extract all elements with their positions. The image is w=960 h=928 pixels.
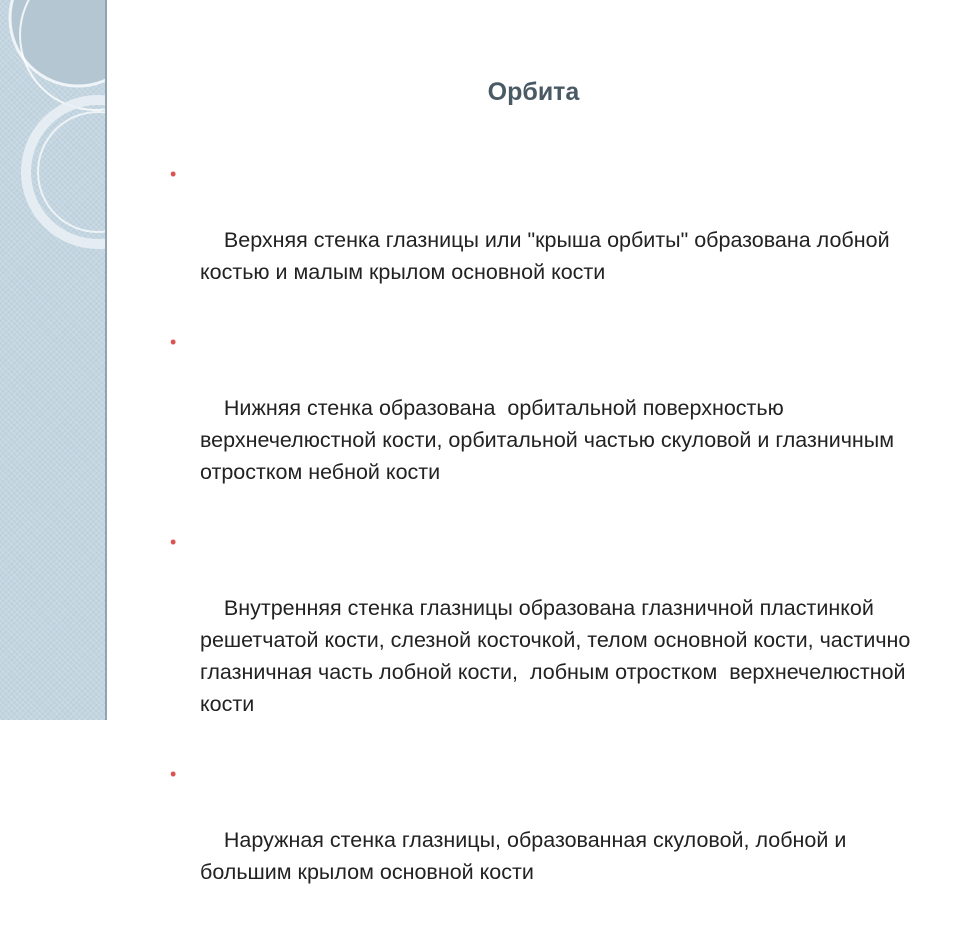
bullet-dot-icon: • [170, 764, 177, 784]
decorative-circles [0, 0, 105, 720]
bullet-item [170, 160, 940, 320]
bullet-text: Наружная стенка глазницы, образованная скуловой, лобной и большим крылом основной кости [200, 828, 853, 884]
sidebar-divider [105, 0, 107, 720]
bullet-item [170, 328, 940, 520]
bullet-dot-icon: • [170, 532, 177, 552]
decorative-ring-inner [38, 112, 105, 232]
bullet-item [170, 528, 940, 752]
bullet-text: Нижняя стенка образована орбитальной поверхностью верхнечелюстной кости, орбитальной частью скуловой и глазничным отростком небной кости [200, 396, 901, 484]
bullet-text: Верхняя стенка глазницы или "крыша орбиты" образована лобной костью и малым крылом основной кости [200, 228, 896, 284]
bullet-text: Внутренняя стенка глазницы образована глазничной пластинкой решетчатой кости, слезной косточкой, телом основной кости, частично глазничная часть лобной кости, лобным отростком верхнечелюстной кости [200, 596, 917, 716]
bullet-dot-icon: • [170, 332, 177, 352]
decorative-sidebar [0, 0, 105, 720]
bullet-list [170, 160, 940, 928]
bullet-item [170, 760, 940, 920]
slide-title: Орбита [487, 78, 580, 106]
bullet-dot-icon: • [170, 164, 177, 184]
